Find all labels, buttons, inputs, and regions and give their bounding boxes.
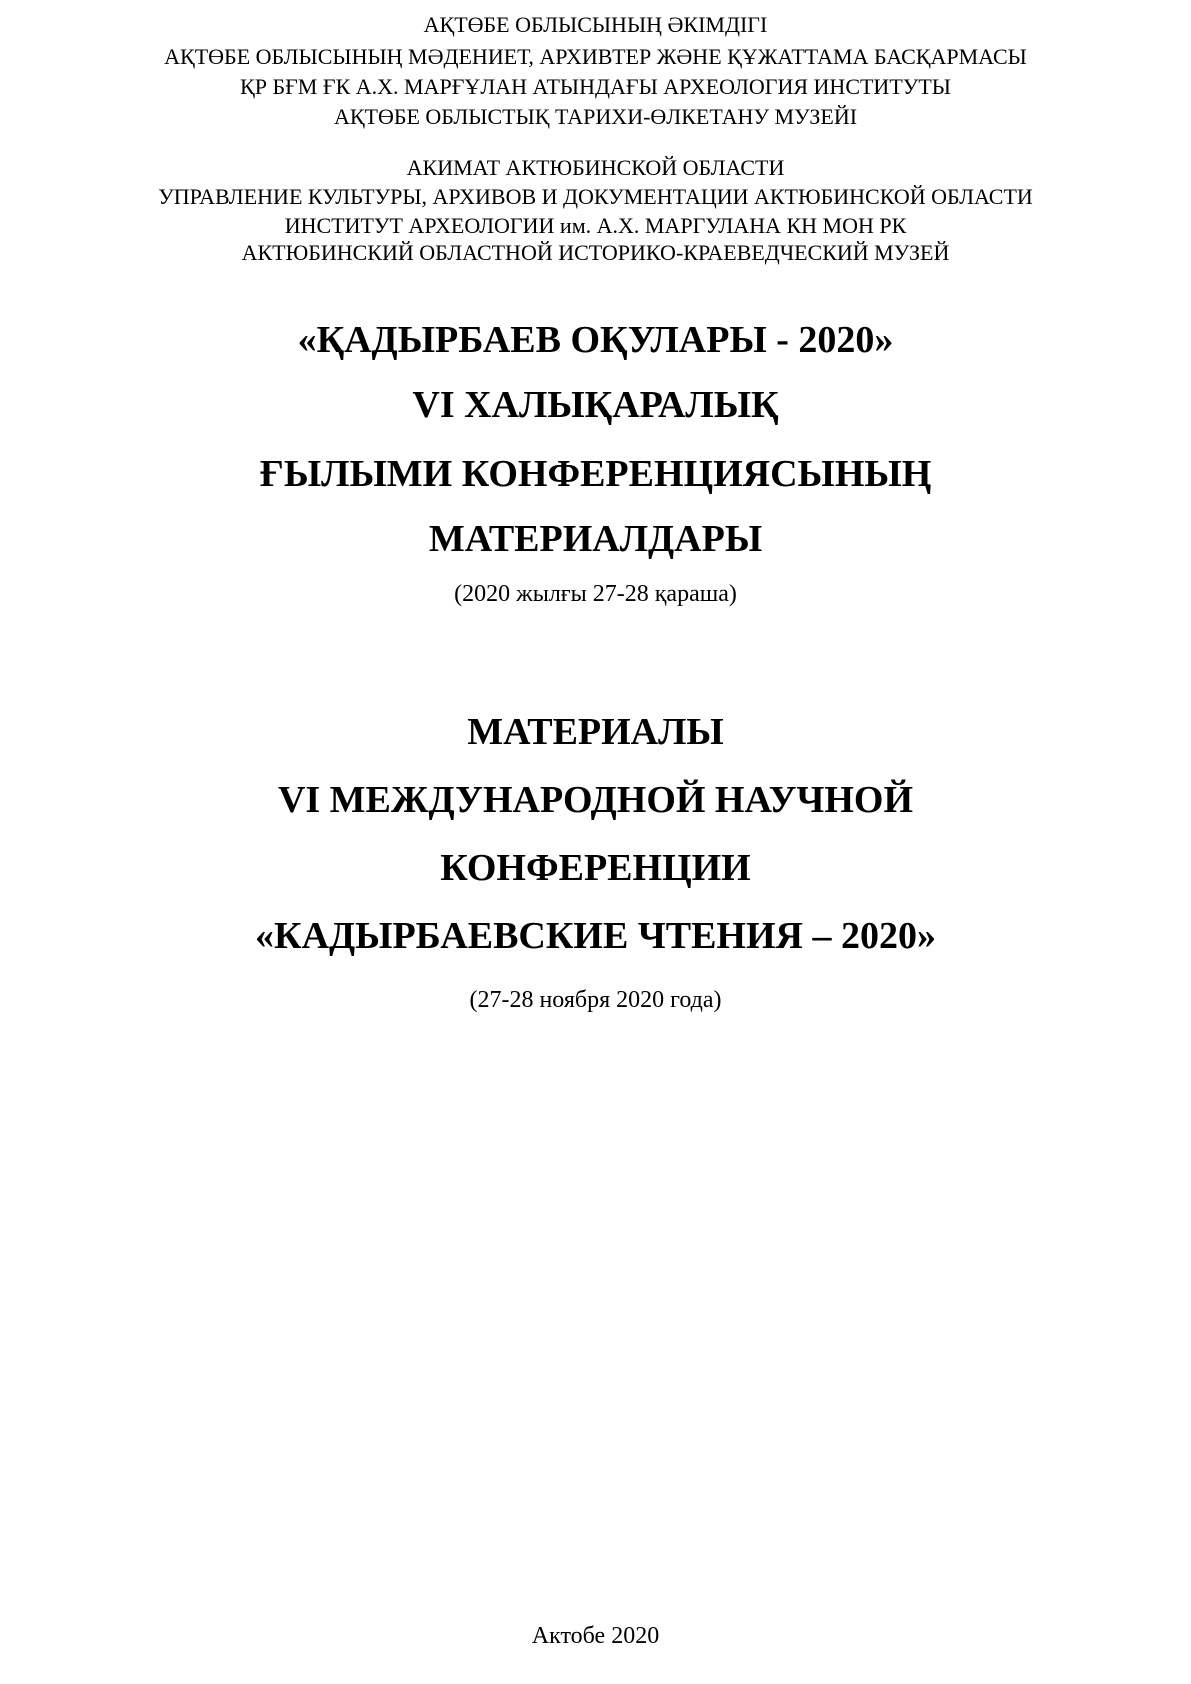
header-kz-line: АҚТӨБЕ ОБЛЫСЫНЫҢ МӘДЕНИЕТ, АРХИВТЕР ЖӘНЕ ҚҰЖАТТАМА БАСҚАРМАСЫ (164, 44, 1027, 69)
title-kz-line: МАТЕРИАЛДАРЫ (428, 518, 763, 560)
header-ru-line: АКИМАТ АКТЮБИНСКОЙ ОБЛАСТИ (406, 155, 785, 180)
title-kz-line: «ҚАДЫРБАЕВ ОҚУЛАРЫ - 2020» (297, 319, 894, 361)
title-kz-line: VI ХАЛЫҚАРАЛЫҚ (412, 384, 779, 426)
title-ru-line: VI МЕЖДУНАРОДНОЙ НАУЧНОЙ (277, 779, 914, 821)
header-ru-line: УПРАВЛЕНИЕ КУЛЬТУРЫ, АРХИВОВ И ДОКУМЕНТАЦИИ АКТЮБИНСКОЙ ОБЛАСТИ (158, 184, 1033, 209)
date-ru: (27-28 ноября 2020 года) (469, 987, 722, 1013)
title-kz-line: ҒЫЛЫМИ КОНФЕРЕНЦИЯСЫНЫҢ (259, 453, 932, 495)
title-ru-line: «КАДЫРБАЕВСКИЕ ЧТЕНИЯ – 2020» (255, 915, 936, 957)
title-ru-line: КОНФЕРЕНЦИИ (440, 847, 751, 889)
header-ru-line: АКТЮБИНСКИЙ ОБЛАСТНОЙ ИСТОРИКО-КРАЕВЕДЧЕСКИЙ МУЗЕЙ (241, 240, 950, 265)
header-ru-line: ИНСТИТУТ АРХЕОЛОГИИ им. А.Х. МАРГУЛАНА КН МОН РК (284, 213, 907, 238)
footer-city-year: Актобе 2020 (531, 1623, 660, 1649)
header-kz-line: АҚТӨБЕ ОБЛЫСЫНЫҢ ӘКІМДІГІ (423, 12, 768, 37)
header-kz-line: АҚТӨБЕ ОБЛЫСТЫҚ ТАРИХИ-ӨЛКЕТАНУ МУЗЕЙІ (333, 104, 858, 129)
date-kz: (2020 жылғы 27-28 қараша) (454, 581, 737, 607)
header-kz-line: ҚР БҒМ ҒК А.Х. МАРҒҰЛАН АТЫНДАҒЫ АРХЕОЛОГИЯ ИНСТИТУТЫ (240, 74, 951, 99)
title-ru-line: МАТЕРИАЛЫ (467, 711, 724, 753)
